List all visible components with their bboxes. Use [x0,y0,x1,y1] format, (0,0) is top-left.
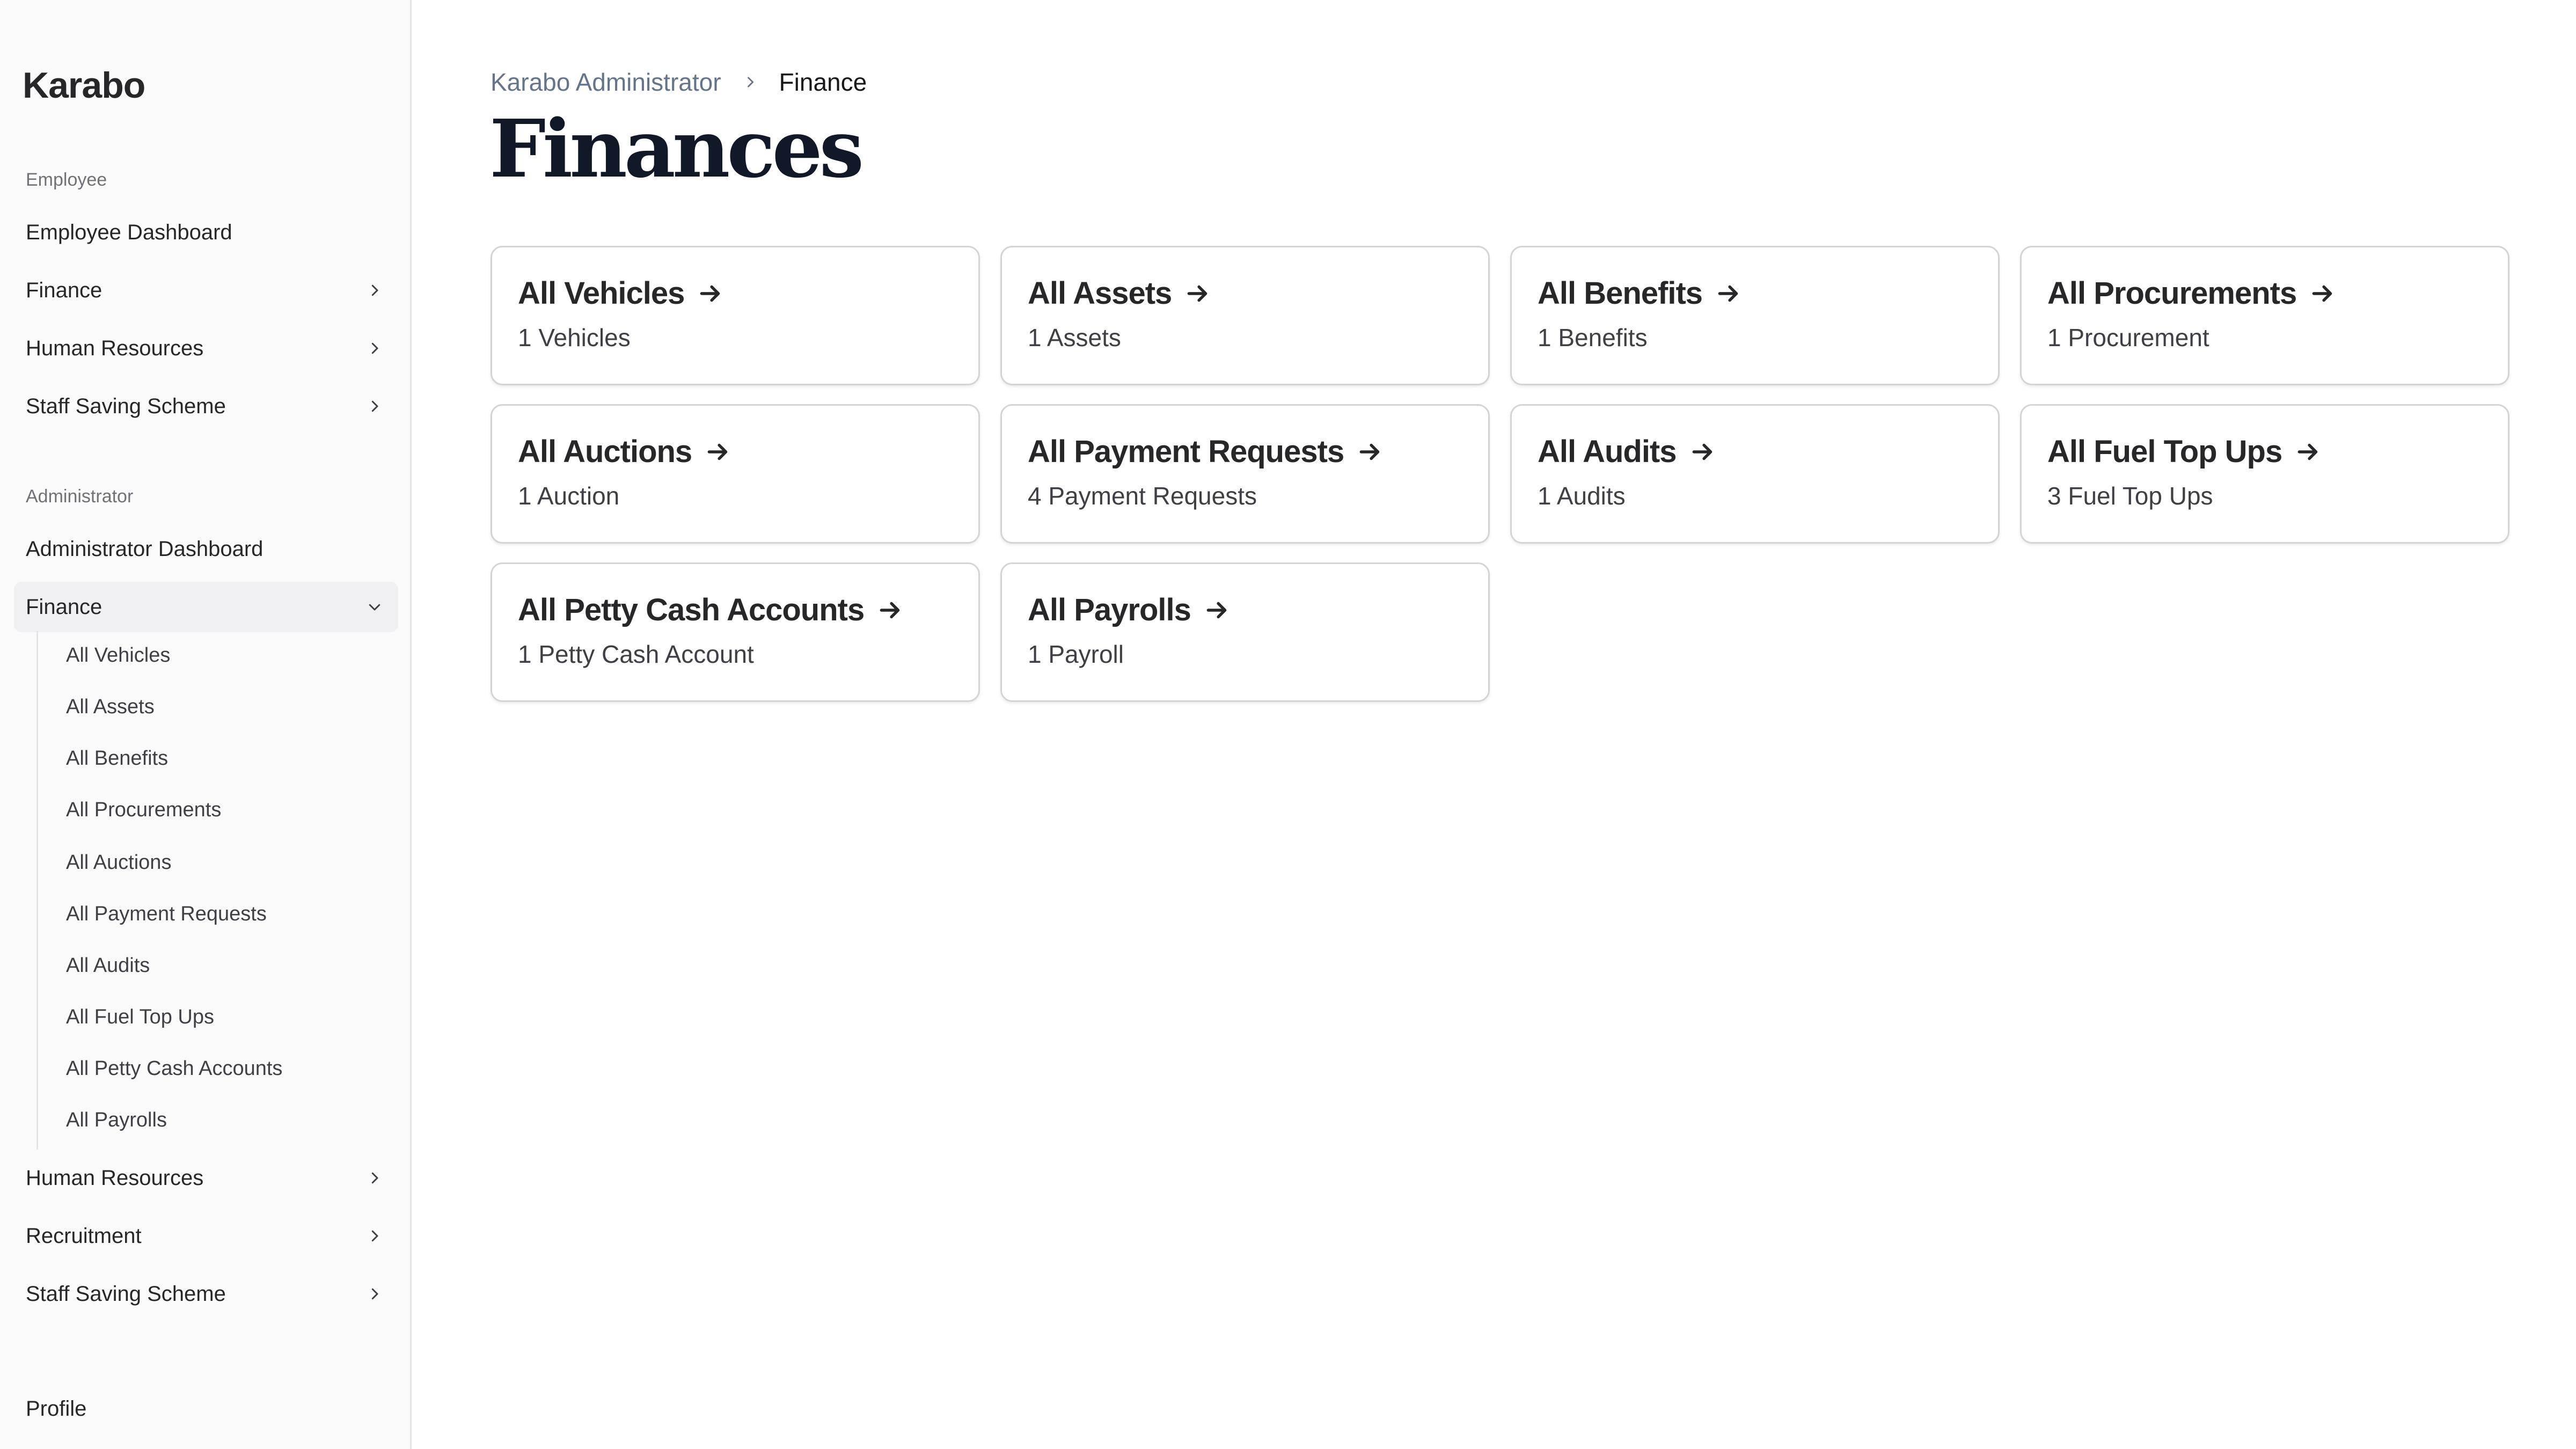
card-all-payrolls[interactable] [1000,562,1490,702]
submenu-item-all-auctions[interactable]: All Auctions [66,851,172,874]
chevron-right-icon [364,280,385,301]
card-title [2047,275,2482,311]
sidebar-item-admin-human-resources[interactable] [14,1153,398,1203]
card-title [518,275,953,311]
card-all-auctions[interactable] [491,404,980,544]
card-all-procurements[interactable] [2020,246,2509,385]
arrow-right-icon [2307,278,2338,309]
card-title-text: All Benefits [1538,276,1703,311]
employee-section-title: Employee [26,170,107,190]
sidebar-item-admin-staff-saving-scheme[interactable] [14,1269,398,1319]
chevron-right-icon [740,71,761,93]
chevron-right-icon [364,1167,385,1189]
card-title [1028,434,1462,470]
card-all-audits[interactable] [1510,404,2000,544]
sidebar-item-label: Human Resources [26,336,204,360]
card-title-text: All Payment Requests [1028,434,1344,469]
page-title: Finances [489,102,861,195]
arrow-right-icon [695,278,726,309]
breadcrumb-current: Finance [779,68,867,96]
card-count: 1 Payroll [1028,640,1124,668]
submenu-item-all-assets[interactable]: All Assets [66,696,155,718]
arrow-right-icon [702,436,734,467]
card-title-text: All Audits [1538,434,1677,469]
arrow-right-icon [875,595,906,626]
arrow-right-icon [1182,278,1213,309]
sidebar-item-label: Administrator Dashboard [26,537,264,561]
sidebar-item-label: Human Resources [26,1166,204,1190]
submenu-item-all-audits[interactable]: All Audits [66,954,150,977]
card-title [518,592,953,628]
card-count: 1 Benefits [1538,324,1648,352]
sidebar [0,0,412,1449]
brand-logo[interactable]: Karabo [23,65,145,106]
card-all-payment-requests[interactable] [1000,404,1490,544]
card-all-assets[interactable] [1000,246,1490,385]
card-count: 1 Assets [1028,324,1121,352]
chevron-down-icon [364,596,385,618]
submenu-item-all-payrolls[interactable]: All Payrolls [66,1109,167,1131]
card-count: 4 Payment Requests [1028,482,1257,510]
administrator-section-title: Administrator [26,486,134,507]
sidebar-item-label: Finance [26,278,103,302]
sidebar-item-label: Staff Saving Scheme [26,1282,226,1306]
sidebar-item-employee-finance[interactable] [14,265,398,316]
arrow-right-icon [1202,595,1233,626]
card-title-text: All Assets [1028,276,1172,311]
submenu-item-all-payment-requests[interactable]: All Payment Requests [66,903,267,925]
sidebar-item-administrator-dashboard[interactable] [14,524,398,574]
card-count: 1 Vehicles [518,324,631,352]
arrow-right-icon [1687,436,1718,467]
card-count: 1 Procurement [2047,324,2209,352]
breadcrumb-root-link[interactable]: Karabo Administrator [491,68,721,96]
card-count: 1 Petty Cash Account [518,640,754,668]
card-title-text: All Auctions [518,434,692,469]
arrow-right-icon [1355,436,1386,467]
card-title-text: All Procurements [2047,276,2297,311]
card-title [2047,434,2482,470]
sidebar-item-label: Recruitment [26,1224,142,1248]
sidebar-item-employee-human-resources[interactable] [14,323,398,374]
arrow-right-icon [1713,278,1744,309]
sidebar-item-employee-dashboard[interactable] [14,207,398,258]
card-title [1538,434,1972,470]
card-title-text: All Vehicles [518,276,685,311]
card-count: 1 Auction [518,482,620,510]
card-all-fuel-top-ups[interactable] [2020,404,2509,544]
chevron-right-icon [364,1283,385,1305]
card-all-petty-cash-accounts[interactable] [491,562,980,702]
card-title [518,434,953,470]
submenu-item-all-vehicles[interactable]: All Vehicles [66,644,171,667]
chevron-right-icon [364,396,385,417]
submenu-item-all-benefits[interactable]: All Benefits [66,747,169,770]
card-title-text: All Payrolls [1028,592,1191,627]
chevron-right-icon [364,338,385,359]
submenu-item-all-petty-cash-accounts[interactable]: All Petty Cash Accounts [66,1057,283,1080]
sidebar-item-admin-recruitment[interactable] [14,1211,398,1261]
card-count: 1 Audits [1538,482,1626,510]
finance-submenu [36,631,391,1150]
sidebar-item-label: Finance [26,595,103,619]
card-all-benefits[interactable] [1510,246,2000,385]
card-count: 3 Fuel Top Ups [2047,482,2213,510]
submenu-item-all-fuel-top-ups[interactable]: All Fuel Top Ups [66,1006,214,1028]
sidebar-item-label: Staff Saving Scheme [26,394,226,418]
breadcrumb [491,68,867,97]
sidebar-item-profile[interactable]: Profile [26,1397,87,1421]
card-title [1028,275,1462,311]
card-title [1028,592,1462,628]
arrow-right-icon [2293,436,2324,467]
sidebar-item-label: Employee Dashboard [26,220,232,244]
sidebar-item-admin-finance[interactable] [14,582,398,632]
card-title-text: All Petty Cash Accounts [518,592,865,627]
card-all-vehicles[interactable] [491,246,980,385]
submenu-item-all-procurements[interactable]: All Procurements [66,799,222,821]
card-title [1538,275,1972,311]
card-title-text: All Fuel Top Ups [2047,434,2282,469]
sidebar-item-employee-staff-saving-scheme[interactable] [14,381,398,431]
chevron-right-icon [364,1225,385,1247]
